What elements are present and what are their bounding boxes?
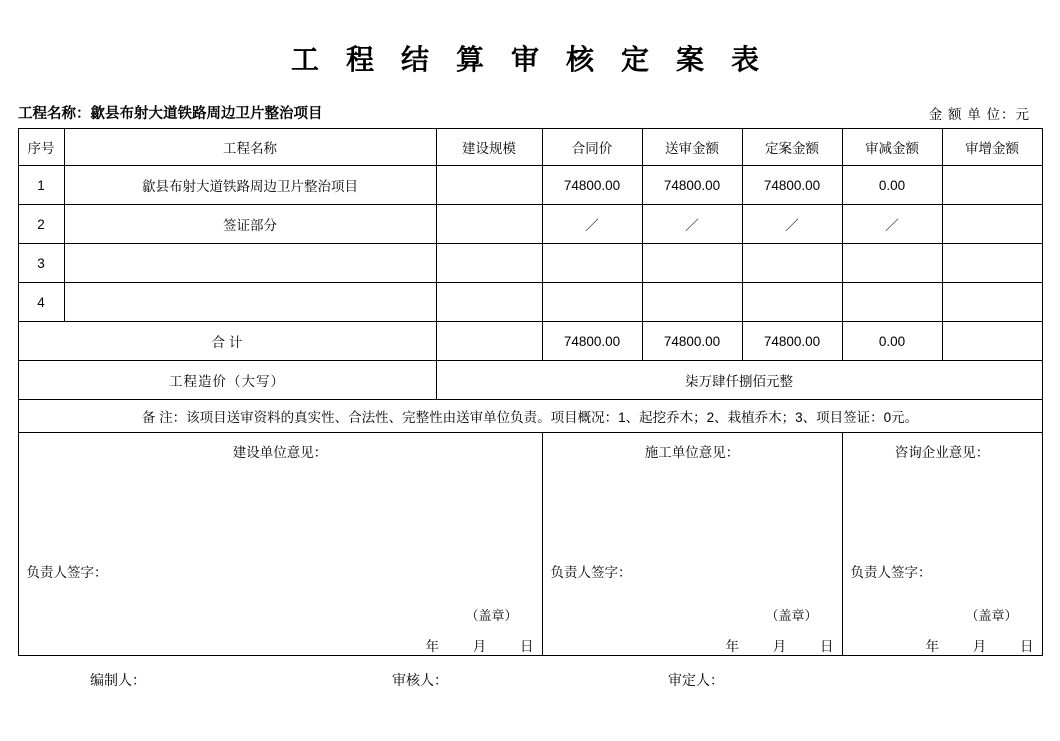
cell-name: [64, 283, 436, 322]
table-header-row: [18, 129, 1042, 166]
cell-index: 3: [18, 244, 64, 283]
date-day-label: 日: [820, 639, 836, 654]
date-day-label: 日: [1020, 639, 1036, 654]
date-day-label: 日: [520, 639, 536, 654]
remark-text: 该项目送审资料的真实性、合法性、完整性由送审单位负责。项目概况：1、起挖乔木；2、栽植乔木；3、项目签证：0元。: [186, 410, 919, 425]
subheader: [18, 102, 1042, 122]
opinion-title: 建设单位意见：: [232, 445, 328, 460]
project-name-label: 工程名称：歙县布射大道铁路周边卫片整治项目: [18, 106, 323, 122]
cell-increased: [942, 283, 1042, 322]
opinion-cell-construction-contractor: [542, 433, 842, 656]
date-month-label: 月: [772, 639, 789, 654]
cell-increased: [942, 166, 1042, 205]
opinion-title: 咨询企业意见：: [894, 445, 990, 460]
th-submitted: 送审金额: [642, 129, 742, 166]
date-month-label: 月: [472, 639, 489, 654]
total-submitted: 74800.00: [642, 322, 742, 361]
th-scale: 建设规模: [436, 129, 542, 166]
cell-approved: [742, 244, 842, 283]
table-row: [18, 205, 1042, 244]
th-reduced: 审减金额: [842, 129, 942, 166]
opinion-seal-label: （盖章）: [465, 608, 518, 623]
cell-index: 4: [18, 283, 64, 322]
page-title: 工 程 结 算 审 核 定 案 表: [290, 45, 769, 76]
cell-submitted: 74800.00: [642, 166, 742, 205]
cell-reduced: [842, 244, 942, 283]
cell-scale: [436, 244, 542, 283]
capital-amount-row: [18, 361, 1042, 400]
opinions-row: [18, 433, 1042, 656]
total-reduced: 0.00: [842, 322, 942, 361]
opinion-seal-label: （盖章）: [965, 608, 1018, 623]
remark-row: [18, 400, 1042, 433]
cell-name: 歙县布射大道铁路周边卫片整治项目: [64, 166, 436, 205]
date-month-label: 月: [972, 639, 989, 654]
cell-submitted: ／: [642, 205, 742, 244]
cell-contract: [542, 244, 642, 283]
opinion-cell-construction-unit: [18, 433, 542, 656]
cell-approved: 74800.00: [742, 166, 842, 205]
table-total-row: [18, 322, 1042, 361]
total-increased: [942, 322, 1042, 361]
capital-amount-value: 柒万肆仟捌佰元整: [436, 361, 1042, 400]
opinion-signature-label: 负责人签字：: [850, 565, 932, 580]
th-approved: 定案金额: [742, 129, 842, 166]
opinion-cell-consulting-firm: [842, 433, 1042, 656]
preparer-label: 编制人：: [90, 672, 146, 688]
cell-contract: ／: [542, 205, 642, 244]
cell-name: 签证部分: [64, 205, 436, 244]
cell-approved: [742, 283, 842, 322]
settlement-table: [18, 128, 1043, 656]
opinion-seal-label: （盖章）: [765, 608, 818, 623]
total-label: 合 计: [18, 322, 436, 361]
opinion-title: 施工单位意见：: [644, 445, 740, 460]
cell-approved: ／: [742, 205, 842, 244]
approver-label: 审定人：: [668, 672, 724, 688]
table-row: [18, 244, 1042, 283]
cell-index: 1: [18, 166, 64, 205]
cell-increased: [942, 244, 1042, 283]
cell-reduced: [842, 283, 942, 322]
date-year-label: 年: [425, 639, 441, 654]
cell-scale: [436, 283, 542, 322]
opinion-date-line: [19, 635, 536, 655]
cell-scale: [436, 205, 542, 244]
th-increased: 审增金额: [942, 129, 1042, 166]
opinion-signature-label: 负责人签字：: [26, 565, 108, 580]
opinion-date-line: [543, 635, 836, 655]
table-row: [18, 283, 1042, 322]
table-row: [18, 166, 1042, 205]
cell-scale: [436, 166, 542, 205]
opinion-signature-label: 负责人签字：: [550, 565, 632, 580]
remark-cell: [18, 400, 1042, 433]
cell-name: [64, 244, 436, 283]
reviewer-label: 审核人：: [392, 672, 448, 688]
cell-contract: 74800.00: [542, 166, 642, 205]
cell-reduced: 0.00: [842, 166, 942, 205]
capital-amount-label: 工程造价（大写）: [18, 361, 436, 400]
cell-index: 2: [18, 205, 64, 244]
th-contract: 合同价: [542, 129, 642, 166]
cell-submitted: [642, 283, 742, 322]
total-scale: [436, 322, 542, 361]
date-year-label: 年: [925, 639, 941, 654]
total-approved: 74800.00: [742, 322, 842, 361]
cell-submitted: [642, 244, 742, 283]
th-index: 序号: [18, 129, 64, 166]
remark-label: 备 注：: [141, 410, 187, 425]
document-page: [0, 38, 1060, 741]
th-name: 工程名称: [64, 129, 436, 166]
footer-signatures: [18, 670, 1042, 694]
cell-contract: [542, 283, 642, 322]
amount-unit-label: 金 额 单 位：元: [928, 107, 1030, 122]
date-year-label: 年: [725, 639, 741, 654]
opinion-date-line: [843, 635, 1036, 655]
total-contract: 74800.00: [542, 322, 642, 361]
cell-reduced: ／: [842, 205, 942, 244]
cell-increased: [942, 205, 1042, 244]
